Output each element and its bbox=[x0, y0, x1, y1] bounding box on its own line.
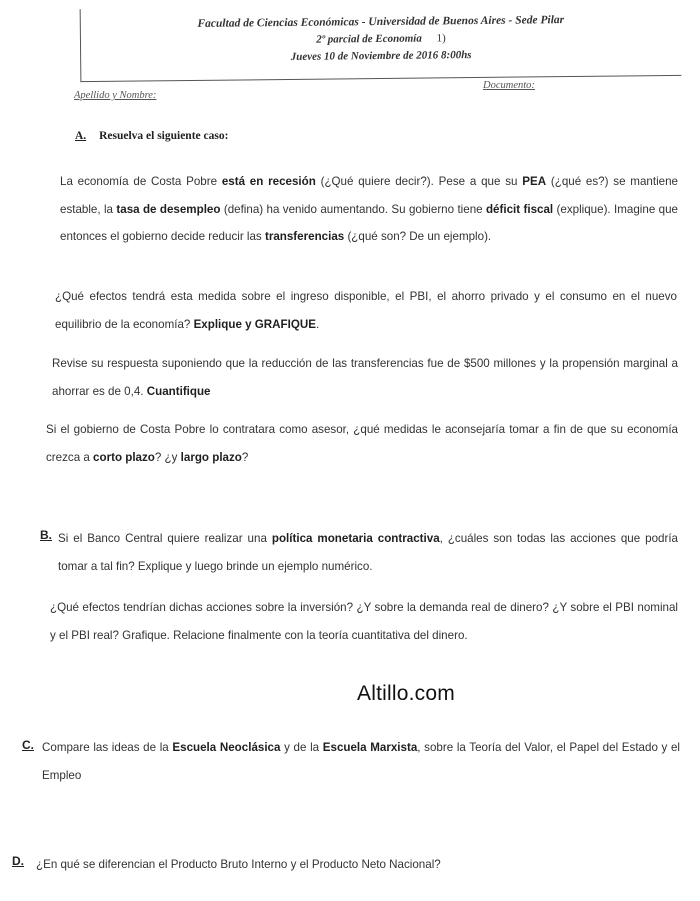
text-run: Revise su respuesta suponiendo que la reducción de las transferencias fue de $500 millones y la propensión marginal a ahorrar es de 0,4. bbox=[52, 357, 678, 398]
name-field-label: Apellido y Nombre: bbox=[74, 90, 157, 101]
section-a-letter: A. bbox=[75, 130, 87, 142]
emphasized-term: política monetaria contractiva bbox=[271, 532, 440, 545]
section-c-paragraph-1 bbox=[42, 734, 680, 789]
emphasized-term: Explique y GRAFIQUE bbox=[193, 317, 316, 331]
exam-date-line: Jueves 10 de Noviembre de 2016 8:00hs bbox=[290, 49, 472, 63]
exam-title: 2º parcial de Economía bbox=[316, 32, 422, 46]
emphasized-term: Cuantifique bbox=[146, 384, 211, 398]
section-a-paragraph-2 bbox=[55, 283, 677, 338]
text-run: Compare las ideas de la bbox=[42, 741, 173, 754]
text-run: . bbox=[315, 317, 320, 331]
text-run: (explique). Imagine que entonces el gobierno decide reducir las bbox=[60, 202, 678, 243]
section-d-letter: D. bbox=[12, 854, 24, 868]
section-a-paragraph-1 bbox=[60, 168, 678, 251]
text-run: (¿qué es?) se mantiene estable, la bbox=[60, 175, 678, 216]
exam-title-line bbox=[81, 30, 681, 48]
text-run: (¿qué son? De un ejemplo). bbox=[344, 230, 492, 243]
section-a-heading bbox=[75, 130, 228, 142]
exam-header bbox=[80, 3, 682, 82]
text-run: (defina) ha venido aumentando. Su gobierno tiene bbox=[220, 202, 486, 216]
text-run: Si el gobierno de Costa Pobre lo contratara como asesor, ¿qué medidas le aconsejaría tomar a fin de que su economía crezca a bbox=[46, 423, 678, 464]
emphasized-term: Escuela Marxista bbox=[322, 741, 418, 754]
document-field-label: Documento: bbox=[483, 80, 535, 91]
section-b-letter: B. bbox=[40, 528, 52, 542]
text-run: , ¿cuáles son todas las acciones que podría tomar a tal fin? Explique y luego brinde un ejemplo numérico. bbox=[58, 532, 679, 573]
text-run: ¿Qué efectos tendrá esta medida sobre el ingreso disponible, el PBI, el ahorro privado y el consumo en el nuevo equilibrio de la economía? bbox=[55, 290, 677, 331]
emphasized-term: déficit fiscal bbox=[485, 202, 554, 216]
watermark-text: Altillo.com bbox=[357, 682, 455, 705]
emphasized-term: Escuela Neoclásica bbox=[172, 741, 281, 754]
section-a-paragraph-4 bbox=[46, 416, 678, 471]
text-run: ¿En qué se diferencian el Producto Bruto Interno y el Producto Neto Nacional? bbox=[36, 858, 441, 871]
faculty-line: Facultad de Ciencias Económicas - Universidad de Buenos Aires - Sede Pilar bbox=[197, 14, 565, 30]
emphasized-term: PEA bbox=[522, 175, 547, 188]
text-run: Si el Banco Central quiere realizar una bbox=[58, 532, 272, 545]
emphasized-term: transferencias bbox=[264, 230, 345, 243]
section-b-paragraph-1 bbox=[58, 525, 678, 580]
text-run: ¿Qué efectos tendrían dichas acciones sobre la inversión? ¿Y sobre la demanda real de dinero? ¿Y sobre el PBI nominal y el PBI real? Grafique. Relacione finalmente con la teoría cuantitativa del dinero. bbox=[50, 601, 678, 642]
section-c-letter: C. bbox=[22, 738, 34, 752]
section-d-paragraph-1 bbox=[36, 851, 676, 879]
emphasized-term: corto plazo bbox=[93, 450, 155, 464]
emphasized-term: largo plazo bbox=[180, 450, 242, 464]
section-a-title: Resuelva el siguiente caso: bbox=[99, 130, 229, 142]
emphasized-term: tasa de desempleo bbox=[116, 202, 221, 216]
section-a-paragraph-3 bbox=[52, 350, 678, 405]
exam-title-mark: 1) bbox=[436, 32, 446, 45]
emphasized-term: está en recesión bbox=[221, 175, 316, 188]
text-run: ? ¿y bbox=[154, 450, 181, 464]
section-b-paragraph-2 bbox=[50, 594, 678, 649]
text-run: , sobre la Teoría del Valor, el Papel del Estado y el Empleo bbox=[42, 741, 681, 782]
text-run: (¿Qué quiere decir?). Pese a que su bbox=[315, 175, 523, 188]
text-run: y de la bbox=[280, 741, 323, 754]
text-run: ? bbox=[241, 450, 249, 464]
text-run: La economía de Costa Pobre bbox=[60, 175, 222, 188]
